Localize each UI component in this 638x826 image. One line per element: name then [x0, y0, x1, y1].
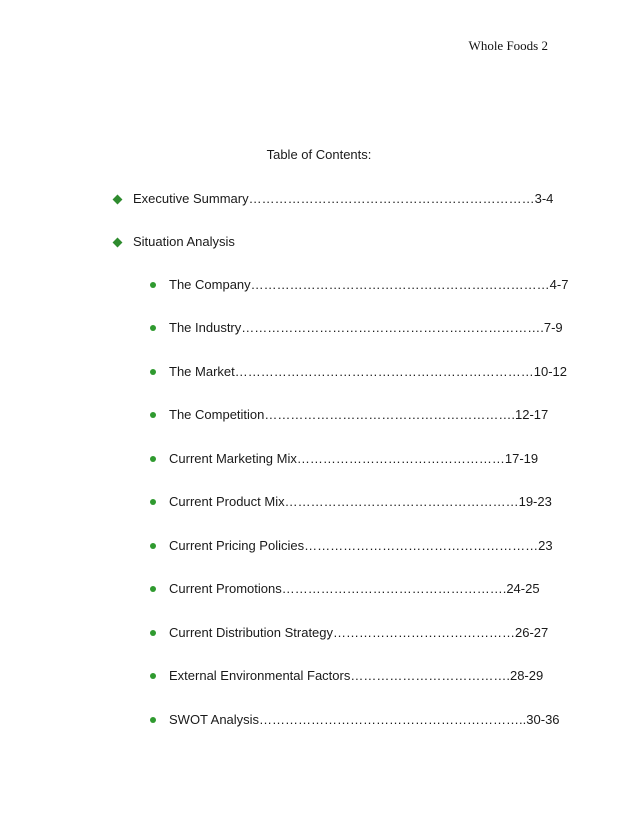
round-bullet-icon — [150, 543, 156, 549]
toc-entry-executive-summary: Executive Summary…………………………………………………………3-4 — [133, 191, 554, 206]
round-bullet-icon — [150, 499, 156, 505]
toc-entry-the-market: The Market……………………………………………………………10-12 — [169, 364, 567, 379]
round-bullet-icon — [150, 282, 156, 288]
round-bullet-icon — [150, 369, 156, 375]
toc-entry-current-promotions: Current Promotions…………………………………………….24-25 — [169, 581, 540, 596]
toc-entry-current-pricing-policies: Current Pricing Policies………………………………………………23 — [169, 538, 553, 553]
diamond-bullet-icon — [113, 238, 123, 248]
round-bullet-icon — [150, 673, 156, 679]
toc-entry-swot-analysis: SWOT Analysis……………………………………………………..30-36 — [169, 712, 560, 727]
round-bullet-icon — [150, 325, 156, 331]
round-bullet-icon — [150, 412, 156, 418]
round-bullet-icon — [150, 717, 156, 723]
toc-title: Table of Contents: — [266, 147, 372, 162]
running-head: Whole Foods 2 — [468, 38, 548, 53]
round-bullet-icon — [150, 586, 156, 592]
toc-entry-current-distribution-strategy: Current Distribution Strategy……………………………………26-27 — [169, 625, 549, 640]
round-bullet-icon — [150, 630, 156, 636]
toc-entry-external-environmental-factors: External Environmental Factors……………………………….28-29 — [169, 668, 544, 683]
toc-entry-current-marketing-mix: Current Marketing Mix…………………………………………17-19 — [169, 451, 539, 466]
toc-entry-the-industry: The Industry…………………………………………………………….7-9 — [169, 320, 563, 335]
toc-entry-the-competition: The Competition………………………………………………….12-17 — [169, 407, 549, 422]
toc-entry-current-product-mix: Current Product Mix………………………………………………19-23 — [169, 494, 552, 509]
round-bullet-icon — [150, 456, 156, 462]
toc-entry-situation-analysis: Situation Analysis — [133, 234, 235, 249]
toc-entry-the-company: The Company……………………………………………………………4-7 — [169, 277, 569, 292]
diamond-bullet-icon — [113, 195, 123, 205]
